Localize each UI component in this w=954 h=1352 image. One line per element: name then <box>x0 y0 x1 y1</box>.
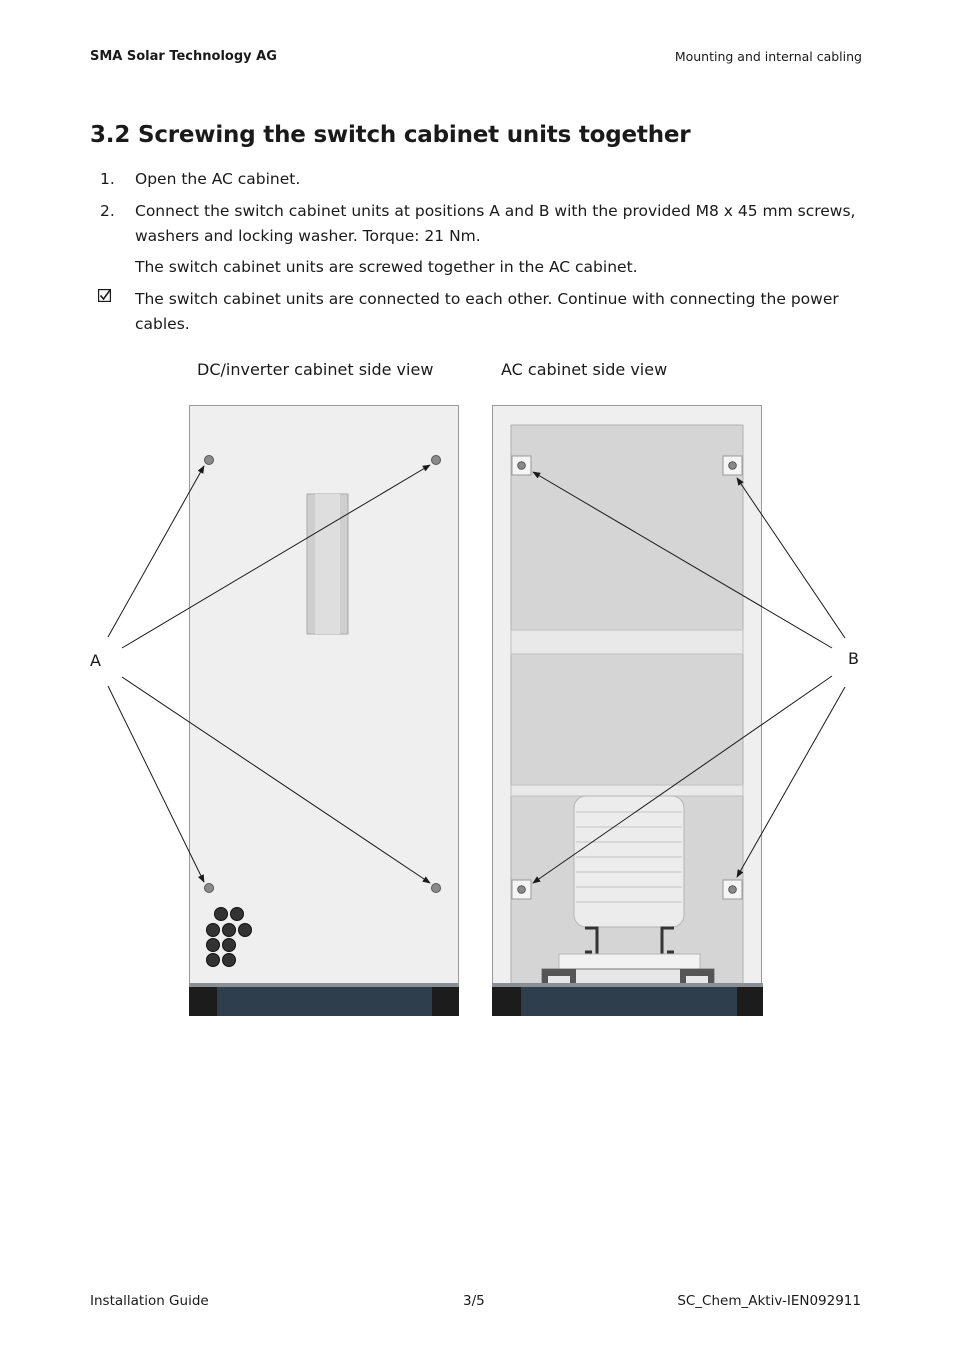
dc-inverter-cabinet <box>189 406 459 1017</box>
ac-cabinet <box>492 406 763 1017</box>
step-number: 1. <box>100 170 115 188</box>
label-position-a: A <box>90 651 101 670</box>
header-chapter: Mounting and internal cabling <box>674 49 862 64</box>
result-text: The switch cabinet units are screwed together in the AC cabinet. <box>135 258 638 276</box>
caption-dc-cabinet: DC/inverter cabinet side view <box>197 360 434 379</box>
footer-document-type: Installation Guide <box>90 1293 209 1309</box>
footer-document-id: SC_Chem_Aktiv-IEN092911 <box>677 1293 861 1309</box>
cabinet-base-plinth <box>189 983 459 1016</box>
step-text: Connect the switch cabinet units at positions A and B with the provided M8 x 45 mm screws, washers and locking washer. Torque: 21 Nm. <box>135 202 856 245</box>
step-text: Open the AC cabinet. <box>135 170 301 188</box>
final-result-text: The switch cabinet units are connected to each other. Continue with connecting the power cables. <box>135 290 839 333</box>
caption-ac-cabinet: AC cabinet side view <box>501 360 668 379</box>
footer-page-number: 3/5 <box>463 1293 485 1309</box>
step-number: 2. <box>100 202 115 220</box>
section-title: 3.2 Screwing the switch cabinet units together <box>90 122 691 148</box>
header-company: SMA Solar Technology AG <box>90 49 277 64</box>
label-position-b: B <box>848 649 859 668</box>
cabinet-base-plinth <box>492 983 763 1016</box>
